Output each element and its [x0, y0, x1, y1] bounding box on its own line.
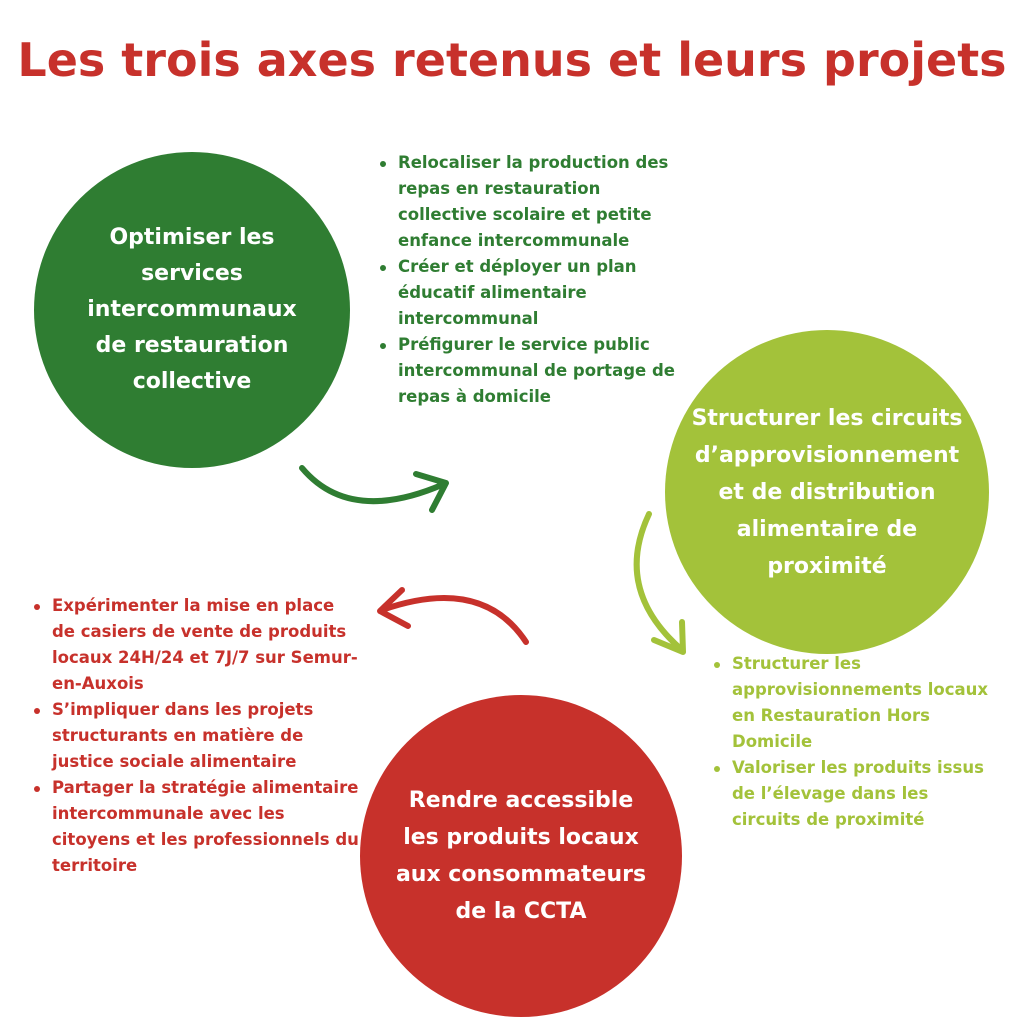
axis-label-line: aux consommateurs	[395, 862, 647, 887]
list-item: Partager la stratégie alimentaire intercommunale avec les citoyens et les professionnels du territoire	[30, 775, 360, 879]
axis-label-line: de restauration	[95, 333, 289, 358]
axis-label-line: collective	[132, 369, 252, 394]
axis-label-line: services	[141, 261, 243, 286]
axis-label-line: Structurer les circuits	[691, 405, 963, 431]
arrow-green-icon	[302, 468, 446, 510]
axis-label-line: Optimiser les	[109, 225, 275, 250]
list-item: Créer et déployer un plan éducatif alimentaire intercommunal	[376, 254, 676, 332]
list-item: Structurer les approvisionnements locaux en Restauration Hors Domicile	[710, 651, 990, 755]
axis-label-line: de la CCTA	[455, 899, 587, 924]
list-item: Préfigurer le service public intercommunal de portage de repas à domicile	[376, 332, 676, 410]
axis-label-line: et de distribution	[718, 479, 936, 505]
list-item: S’impliquer dans les projets structurants en matière de justice sociale alimentaire	[30, 697, 360, 775]
list-item: Expérimenter la mise en place de casiers de vente de produits locaux 24H/24 et 7J/7 sur Semur-en-Auxois	[30, 593, 360, 697]
axis-label-line: les produits locaux	[403, 825, 639, 850]
arrow-light-green-icon	[637, 514, 683, 652]
axis-label-line: intercommunaux	[87, 297, 297, 322]
axis-label-line: alimentaire de	[736, 516, 918, 542]
axis-label-line: d’approvisionnement	[694, 442, 960, 468]
axis-label-line: Rendre accessible	[408, 788, 634, 813]
axis-label-line: proximité	[767, 553, 887, 579]
list-item: Valoriser les produits issus de l’élevage dans les circuits de proximité	[710, 755, 990, 833]
page-title: Les trois axes retenus et leurs projets	[17, 33, 1007, 87]
list-item: Relocaliser la production des repas en restauration collective scolaire et petite enfance intercommunale	[376, 150, 676, 254]
arrow-red-icon	[380, 590, 526, 642]
